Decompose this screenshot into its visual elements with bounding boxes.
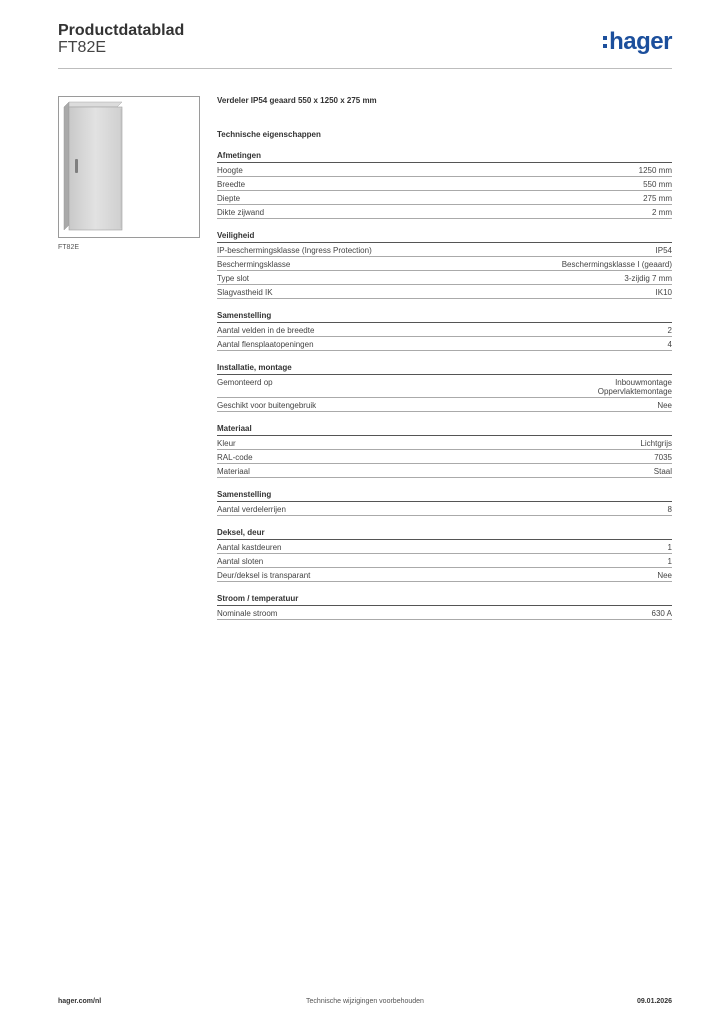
spec-value-line: 1: [667, 557, 672, 566]
section-title: Samenstelling: [217, 490, 672, 502]
spec-value: [668, 557, 672, 566]
spec-label: Breedte: [217, 180, 246, 189]
section-title: Stroom / temperatuur: [217, 594, 672, 606]
spec-label: Aantal verdelerrijen: [217, 505, 286, 514]
section-title: Samenstelling: [217, 311, 672, 323]
header-divider: [58, 68, 672, 69]
spec-row: [217, 502, 672, 516]
section-title: Installatie, montage: [217, 363, 672, 375]
spec-value-line: Nee: [657, 571, 672, 580]
spec-value-line: Staal: [653, 467, 672, 476]
spec-row: [217, 205, 672, 219]
spec-value: [639, 166, 672, 175]
page-header: [58, 22, 674, 70]
spec-section: [217, 363, 672, 412]
spec-label: Type slot: [217, 274, 250, 283]
spec-label: Aantal sloten: [217, 557, 264, 566]
spec-row: [217, 285, 672, 299]
spec-label: Nominale stroom: [217, 609, 278, 618]
spec-section: [217, 594, 672, 620]
spec-label: Kleur: [217, 439, 236, 448]
spec-row: [217, 464, 672, 478]
spec-row: [217, 540, 672, 554]
footer-website: hager.com/nl: [58, 998, 102, 1005]
document-title: Productdatablad: [58, 22, 185, 39]
spec-value: [654, 467, 672, 476]
spec-label: Materiaal: [217, 467, 250, 476]
spec-value: [656, 246, 672, 255]
spec-value-line: 8: [667, 505, 672, 514]
spec-label: Diepte: [217, 194, 241, 203]
spec-label: Dikte zijwand: [217, 208, 265, 217]
spec-label: Aantal kastdeuren: [217, 543, 282, 552]
spec-section: [217, 490, 672, 516]
spec-value-line: Lichtgrijs: [640, 439, 672, 448]
page-footer: [58, 998, 672, 1010]
spec-row: [217, 398, 672, 412]
hager-logo: [603, 28, 672, 56]
spec-label: IP-beschermingsklasse (Ingress Protection): [217, 246, 372, 255]
spec-row: [217, 606, 672, 620]
spec-label: Gemonteerd op: [217, 378, 273, 387]
spec-value: [657, 571, 672, 580]
spec-value-line: 275 mm: [643, 194, 672, 203]
spec-value-line: 2: [667, 326, 672, 335]
spec-value: [643, 180, 672, 189]
image-caption: FT82E: [58, 244, 80, 251]
spec-section: [217, 424, 672, 478]
spec-row: [217, 243, 672, 257]
spec-label: Slagvastheid IK: [217, 288, 273, 297]
spec-value: [562, 260, 672, 269]
product-description: Verdeler IP54 geaard 550 x 1250 x 275 mm: [217, 96, 377, 105]
spec-value-line: Inbouwmontage: [615, 378, 672, 387]
spec-value-line: 3-zijdig 7 mm: [624, 274, 672, 283]
spec-row: [217, 191, 672, 205]
spec-value: [654, 453, 672, 462]
spec-sections: [217, 151, 672, 620]
spec-value: [652, 609, 672, 618]
spec-label: Geschikt voor buitengebruik: [217, 401, 317, 410]
spec-value: [668, 340, 672, 349]
spec-row: [217, 257, 672, 271]
spec-row: [217, 554, 672, 568]
spec-value-line: 630 A: [651, 609, 672, 618]
spec-label: Aantal velden in de breedte: [217, 326, 315, 335]
spec-value-line: 1250 mm: [638, 166, 672, 175]
spec-value-line: 550 mm: [643, 180, 672, 189]
spec-label: Hoogte: [217, 166, 243, 175]
spec-value-line: 7035: [654, 453, 672, 462]
spec-value-line: Oppervlaktemontage: [597, 387, 672, 396]
spec-row: [217, 436, 672, 450]
spec-value: [652, 208, 672, 217]
spec-value: [668, 543, 672, 552]
technical-properties-title: Technische eigenschappen: [217, 130, 321, 139]
section-title: Afmetingen: [217, 151, 672, 163]
spec-section: [217, 231, 672, 299]
spec-value: [640, 439, 672, 448]
spec-content: [217, 96, 672, 632]
spec-row: [217, 375, 672, 398]
footer-disclaimer: Technische wijzigingen voorbehouden: [306, 998, 424, 1005]
spec-value-line: 1: [667, 543, 672, 552]
spec-value-line: Beschermingsklasse I (geaard): [561, 260, 672, 269]
spec-value-line: IK10: [655, 288, 672, 297]
spec-value: [657, 401, 672, 410]
product-code: FT82E: [58, 39, 107, 56]
spec-label: Beschermingsklasse: [217, 260, 291, 269]
spec-value: [643, 194, 672, 203]
spec-value-line: IP54: [655, 246, 672, 255]
logo-text: hager: [609, 28, 672, 55]
spec-row: [217, 177, 672, 191]
spec-value: [624, 274, 672, 283]
spec-label: Deur/deksel is transparant: [217, 571, 311, 580]
cabinet-illustration: [59, 97, 199, 237]
spec-row: [217, 323, 672, 337]
spec-label: Aantal flensplaatopeningen: [217, 340, 314, 349]
logo-dots-icon: [603, 34, 607, 50]
spec-label: RAL-code: [217, 453, 253, 462]
product-image: [58, 96, 200, 238]
spec-value-line: 4: [667, 340, 672, 349]
spec-row: [217, 450, 672, 464]
footer-date: 09.01.2026: [636, 998, 672, 1005]
spec-section: [217, 311, 672, 351]
spec-value: [598, 378, 672, 396]
spec-section: [217, 151, 672, 219]
spec-value-line: Nee: [657, 401, 672, 410]
spec-value: [668, 505, 672, 514]
spec-value: [668, 326, 672, 335]
section-title: Veiligheid: [217, 231, 672, 243]
spec-row: [217, 163, 672, 177]
section-title: Materiaal: [217, 424, 672, 436]
spec-row: [217, 271, 672, 285]
section-title: Deksel, deur: [217, 528, 672, 540]
spec-section: [217, 528, 672, 582]
spec-row: [217, 337, 672, 351]
spec-value-line: 2 mm: [652, 208, 672, 217]
spec-value: [656, 288, 672, 297]
spec-row: [217, 568, 672, 582]
